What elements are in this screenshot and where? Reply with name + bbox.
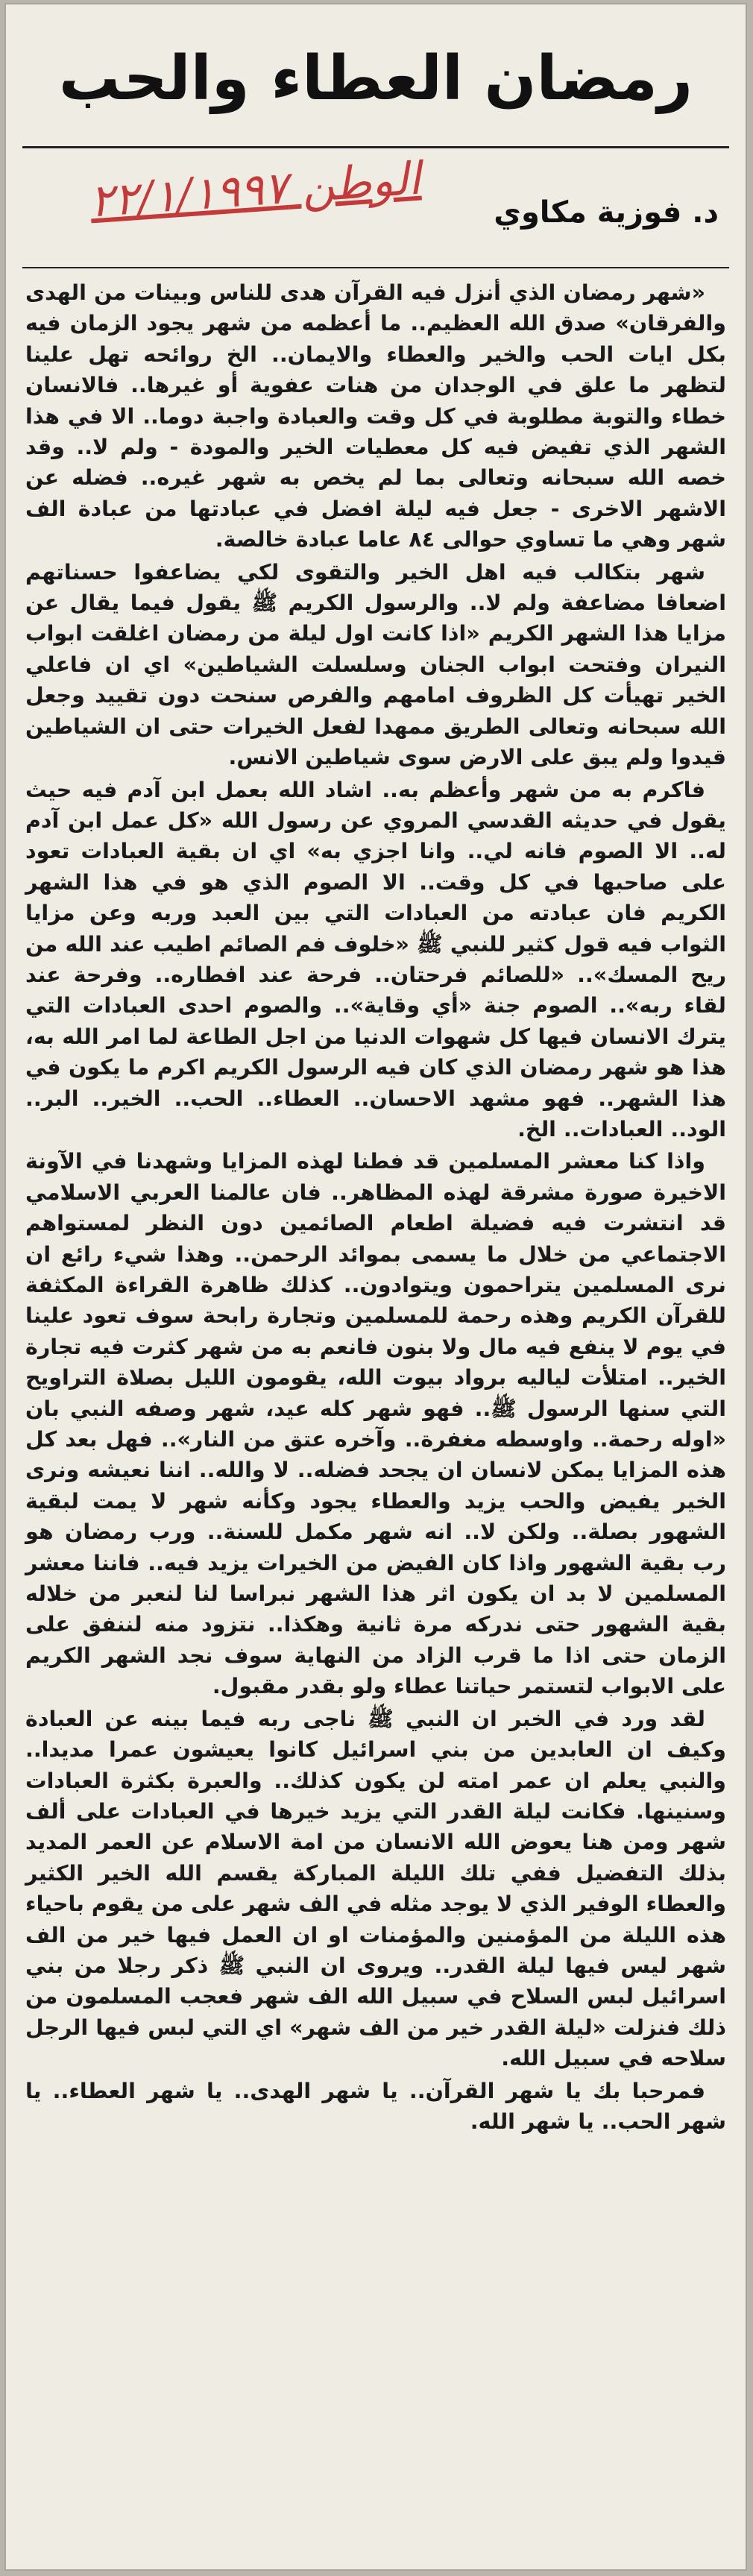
article-paragraph: «شهر رمضان الذي أنزل فيه القرآن هدى للناس وبينات من الهدى والفرقان» صدق الله العظيم.. ما أعظمه من شهر يجود الزمان فيه بكل ايات الحب والخير والعطاء والايمان.. الخ روائحه تهل علينا لتظهر ما علق في الوجدان من هنات عفوية أو غيرها.. فالانسان خطاء والتوبة مطلوبة في كل وقت والعبادة واجبة دوما.. الا في هذا الشهر الذي تفيض فيه كل معطيات الخير والمودة - ولم لا.. وقد خصه الله سبحانه وتعالى بما لم يخص به شهر غيره.. فضله عن الاشهر الاخرى - جعل فيه ليلة افضل في عبادتها من عبادة الف شهر وهي ما تساوي حوالى ٨٤ عاما عبادة خالصة. xyxy=(25,280,726,552)
article-paragraph: فاكرم به من شهر وأعظم به.. اشاد الله بعمل ابن آدم فيه حيث يقول في حديثه القدسي المروي عن رسول الله «كل عمل ابن آدم له.. الا الصوم فانه لي.. وانا اجزي به» اي ان بقية العبادات تعود على صاحبها في كل وقت.. الا الصوم الذي هو في هذا الشهر الكريم فان عبادته من العبادات التي بين العبد وربه وعن مزايا الثواب فيه قول كثير للنبي ﷺ «خلوف فم الصائم اطيب عند الله من ريح المسك».. «للصائم فرحتان.. فرحة عند افطاره.. وفرحة عند لقاء ربه».. الصوم جنة «أي وقاية».. والصوم احدى العبادات التي يترك الانسان فيها كل شهوات الدنيا من اجل الطاعة لما امر الله به، هذا هو شهر رمضان الذي كان فيه الرسول الكريم اكرم ما يكون في هذا الشهر.. فهو مشهد الاحسان.. العطاء.. الحب.. الخير.. البر.. الود.. العبادات.. الخ. xyxy=(25,777,726,1141)
title-divider xyxy=(22,146,729,148)
article-paragraph: واذا كنا معشر المسلمين قد فطنا لهذه المزايا وشهدنا في الآونة الاخيرة صورة مشرقة لهذه المظاهر.. فان عالمنا العربي الاسلامي قد انتشرت فيه فضيلة اطعام الصائمين دون النظر لمستواهم الاجتماعي من خلال ما يسمى بموائد الرحمن.. وهذا شيء رائع ان نرى المسلمين يتراحمون ويتوادون.. كذلك ظاهرة القراءة المكثفة للقرآن الكريم وهذه رحمة للمسلمين وتجارة رابحة سوف تعود علينا في يوم لا ينفع فيه مال ولا بنون فانعم به من شهر كثرت فيه تجارة الخير.. امتلأت لياليه برواد بيوت الله، يقومون الليل بصلاة التراويح التي سنها الرسول ﷺ.. فهو شهر كله عيد، شهر وصفه النبي بان «اوله رحمة.. واوسطه مغفرة.. وآخره عتق من النار».. فهل بعد كل هذه المزايا يمكن لانسان ان يجحد فضله.. لا والله.. اننا نعيشه ونرى الخير يفيض والحب يزيد والعطاء يجود وكأنه شهر لا يمت لبقية الشهور بصلة.. ولكن لا.. انه شهر مكمل للسنة.. ورب رمضان هو رب بقية الشهور واذا كان الفيض من الخيرات يزيد فيه.. فاننا معشر المسلمين لا بد ان يكون اثر هذا الشهر نبراسا لنا لنعبر من خلاله بقية الشهور حتى ندركه مرة ثانية وهكذا.. نتزود منه لننفق على الزمان حتى اذا ما قرب الزاد من النهاية سوف نجد الشهر الكريم على الابواب لتستمر حياتنا عطاء ولو بقدر مقبول. xyxy=(25,1149,726,1699)
newspaper-clipping xyxy=(6,4,746,2569)
article-paragraph: شهر بتكالب فيه اهل الخير والتقوى لكي يضاعفوا حسناتهم اضعافا مضاعفة ولم لا.. والرسول الكريم ﷺ يقول فيما يقال عن مزايا هذا الشهر الكريم «اذا كانت اول ليلة من رمضان اغلقت ابواب النيران وفتحت ابواب الجنان وسلسلت الشياطين» اي ان فاعلي الخير تهيأت كل الظروف امامهم والفرص سنحت دون تقييد وجعل الله سبحانه وتعالى الطريق ممهدا لفعل الخيرات حتى ان الشياطين قيدوا ولم يبق على الارض سوى شياطين الانس. xyxy=(25,559,726,770)
byline-divider xyxy=(22,267,729,268)
article-title: رمضان العطاء والحب xyxy=(58,43,693,114)
article-paragraph: فمرحبا بك يا شهر القرآن.. يا شهر الهدى.. يا شهر العطاء.. يا شهر الحب.. يا شهر الله. xyxy=(25,2078,726,2134)
article-body xyxy=(25,277,726,2554)
article-paragraph: لقد ورد في الخبر ان النبي ﷺ ناجى ربه فيما بينه عن العبادة وكيف ان العابدين من بني اسرائيل كانوا يعيشون عمرا مديدا.. والنبي يعلم ان عمر امته لن يكون كذلك.. والعبرة بكثرة العبادات وسنينها. فكانت ليلة القدر التي يزيد خيرها في العبادات على ألف شهر ومن هنا يعوض الله الانسان من امة الاسلام عن العمر المديد بذلك التفضيل ففي تلك الليلة المباركة يقسم الله الخير الكثير والعطاء الوفير الذي لا يوجد مثله في الف شهر على من يقوم باحياء هذه الليلة من المؤمنين والمؤمنات او ان العمل فيها خير من الف شهر ليس فيها ليلة القدر.. ويروى ان النبي ﷺ ذكر رجلا من بني اسرائيل لبس السلاح في سبيل الله الف شهر فعجب المسلمون من ذلك فنزلت «ليلة القدر خير من الف شهر» اي التي لبس فيها الرجل سلاحه في سبيل الله. xyxy=(25,1706,726,2071)
handwritten-date-annotation: الوطن ٢٢/١/١٩٩٧ xyxy=(88,152,423,228)
byline-area xyxy=(22,154,729,265)
article-author: د. فوزية مكاوي xyxy=(494,195,719,230)
